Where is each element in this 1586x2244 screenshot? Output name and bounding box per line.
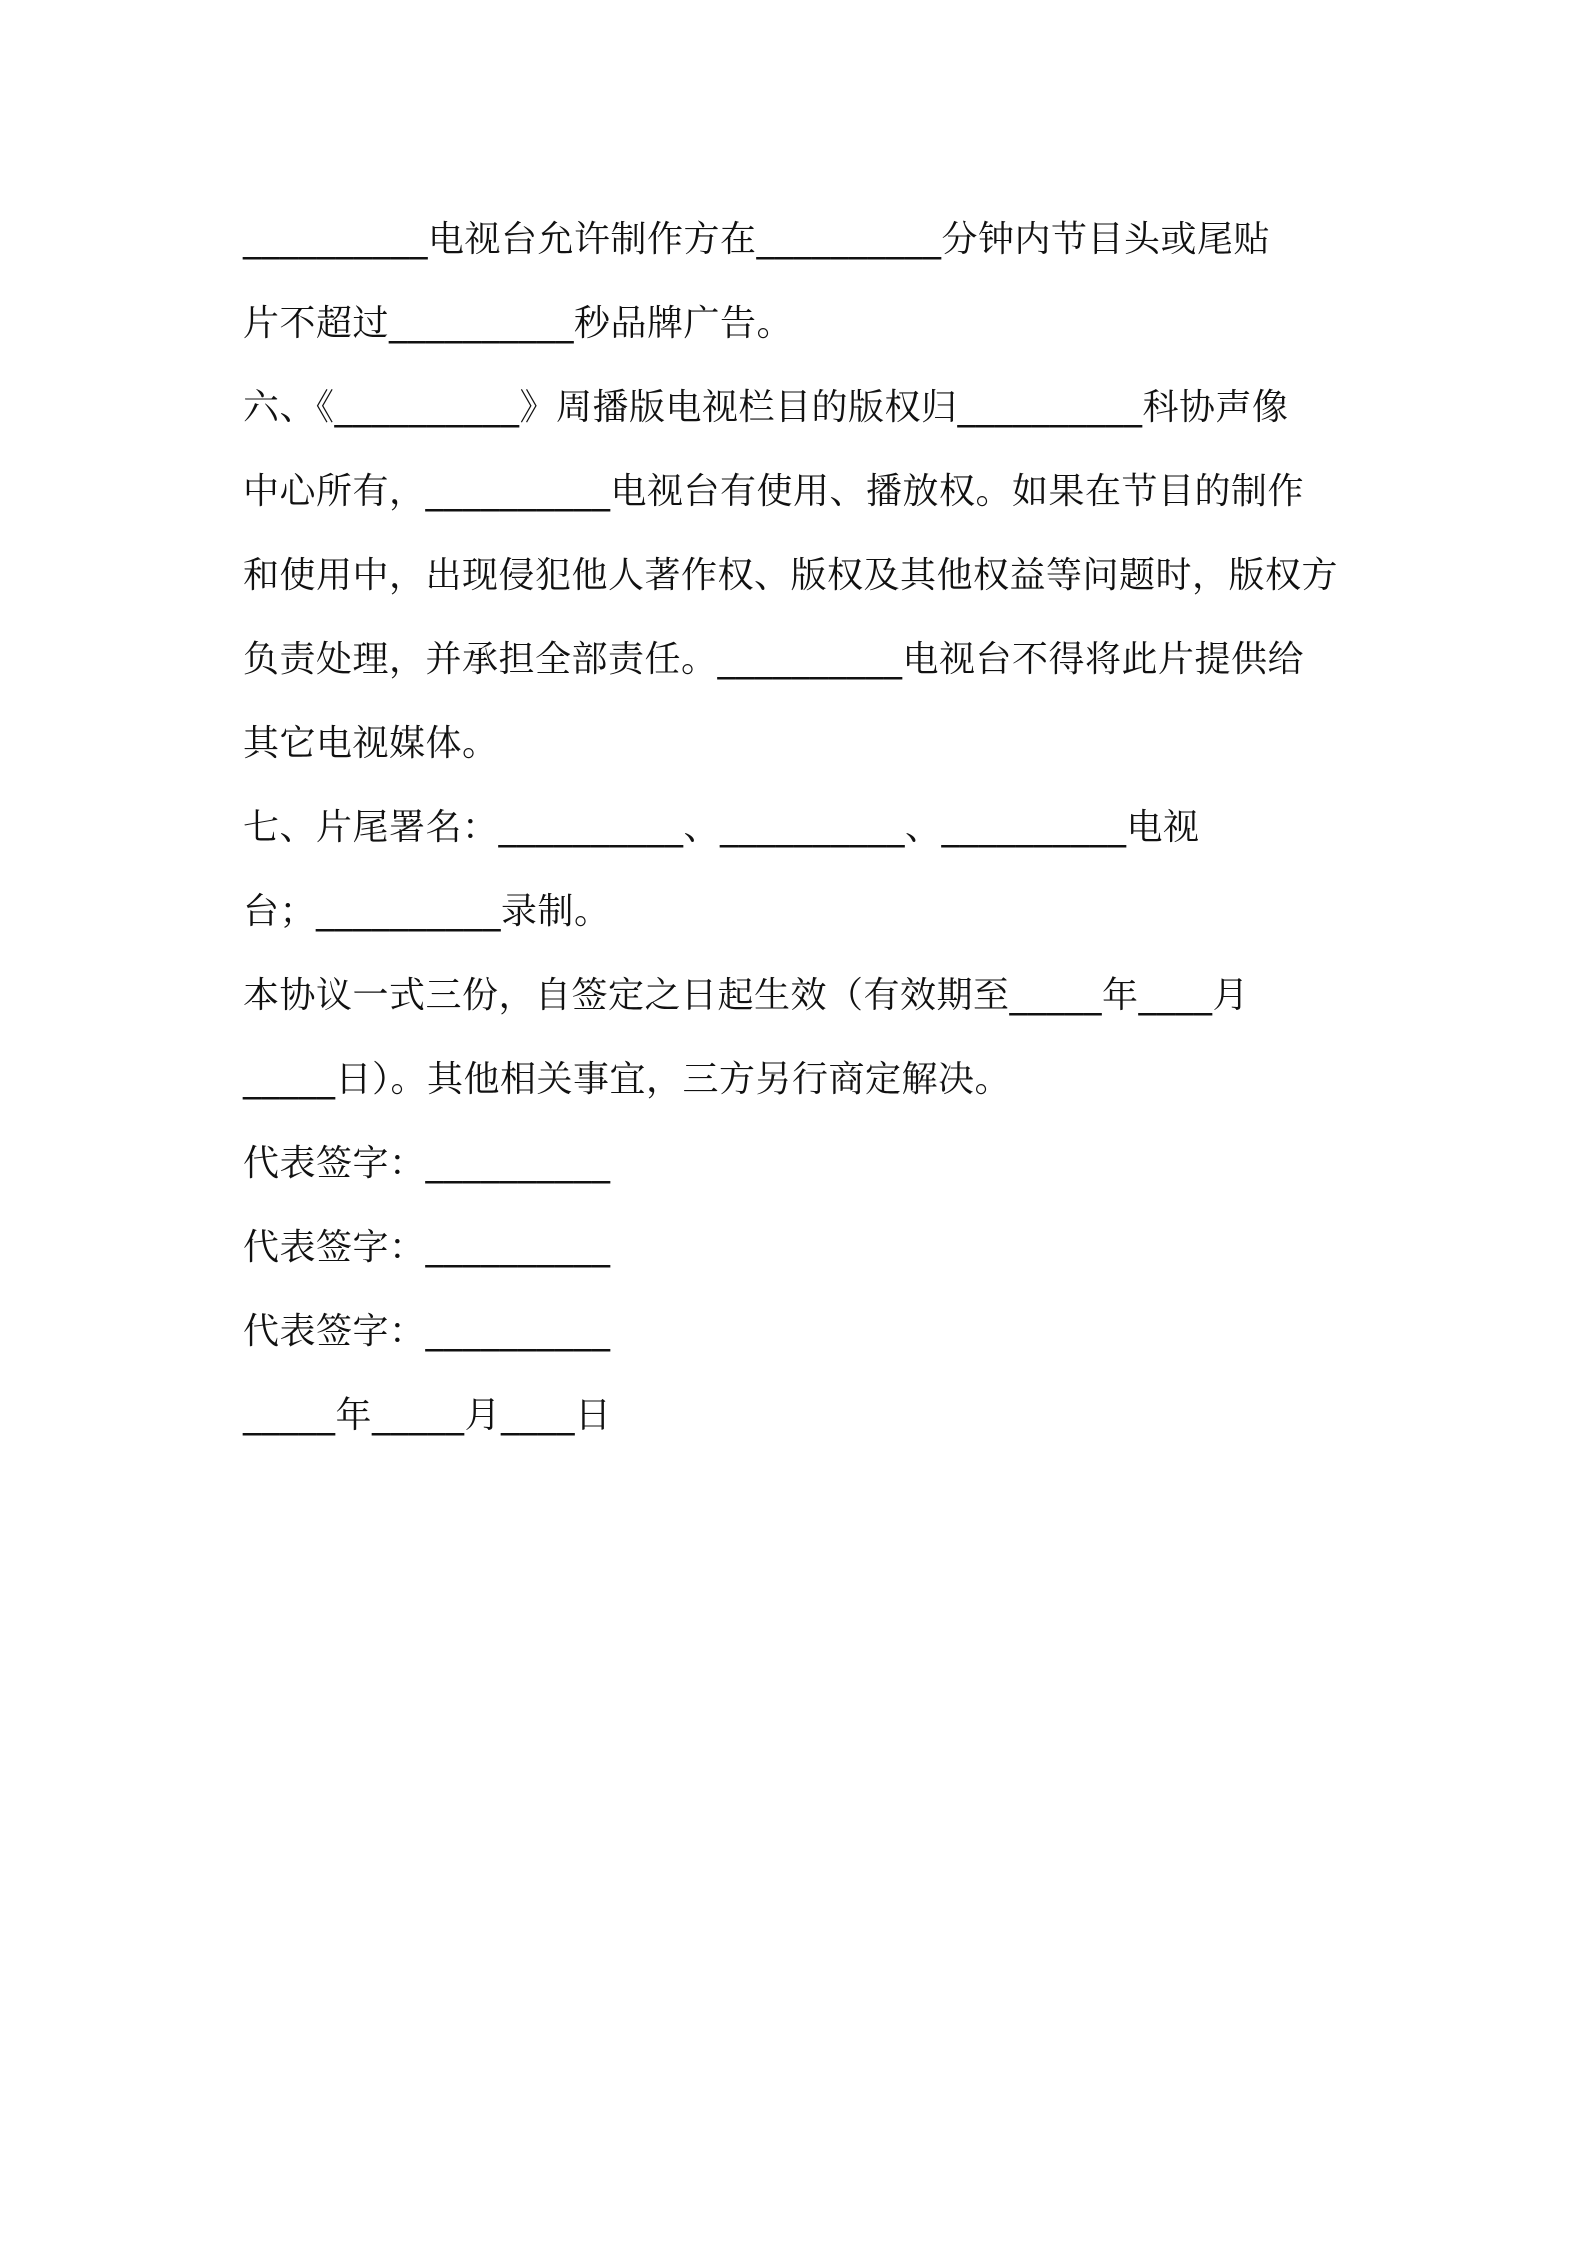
- signature-line: 代表签字：__________: [243, 1311, 611, 1352]
- agreement-validity-line-1: 本协议一式三份，自签定之日起生效（有效期至_____年____月: [243, 975, 1250, 1016]
- clause-five-line-2: 片不超过__________秒品牌广告。: [243, 303, 794, 344]
- signature-line: 代表签字：__________: [243, 1143, 611, 1184]
- clause-five-line-1: __________电视台允许制作方在__________分钟内节目头或尾贴: [243, 219, 1271, 260]
- clause-six-line-3: 和使用中，出现侵犯他人著作权、版权及其他权益等问题时，版权方: [243, 555, 1339, 596]
- clause-six-line-1: 六、《__________》周播版电视栏目的版权归__________科协声像: [243, 387, 1289, 428]
- date-line: _____年_____月____日: [243, 1395, 612, 1436]
- document-body: [243, 198, 1363, 1458]
- clause-six-line-4: 负责处理，并承担全部责任。__________电视台不得将此片提供给: [243, 639, 1305, 680]
- clause-seven-line-2: 台；__________录制。: [243, 891, 611, 932]
- agreement-validity-line-2: _____日）。其他相关事宜，三方另行商定解决。: [243, 1059, 1012, 1100]
- signature-line: 代表签字：__________: [243, 1227, 611, 1268]
- clause-six-line-5: 其它电视媒体。: [243, 723, 499, 764]
- clause-seven-line-1: 七、片尾署名：__________、__________、__________电视: [243, 807, 1200, 848]
- clause-six-line-2: 中心所有，__________电视台有使用、播放权。如果在节目的制作: [243, 471, 1305, 512]
